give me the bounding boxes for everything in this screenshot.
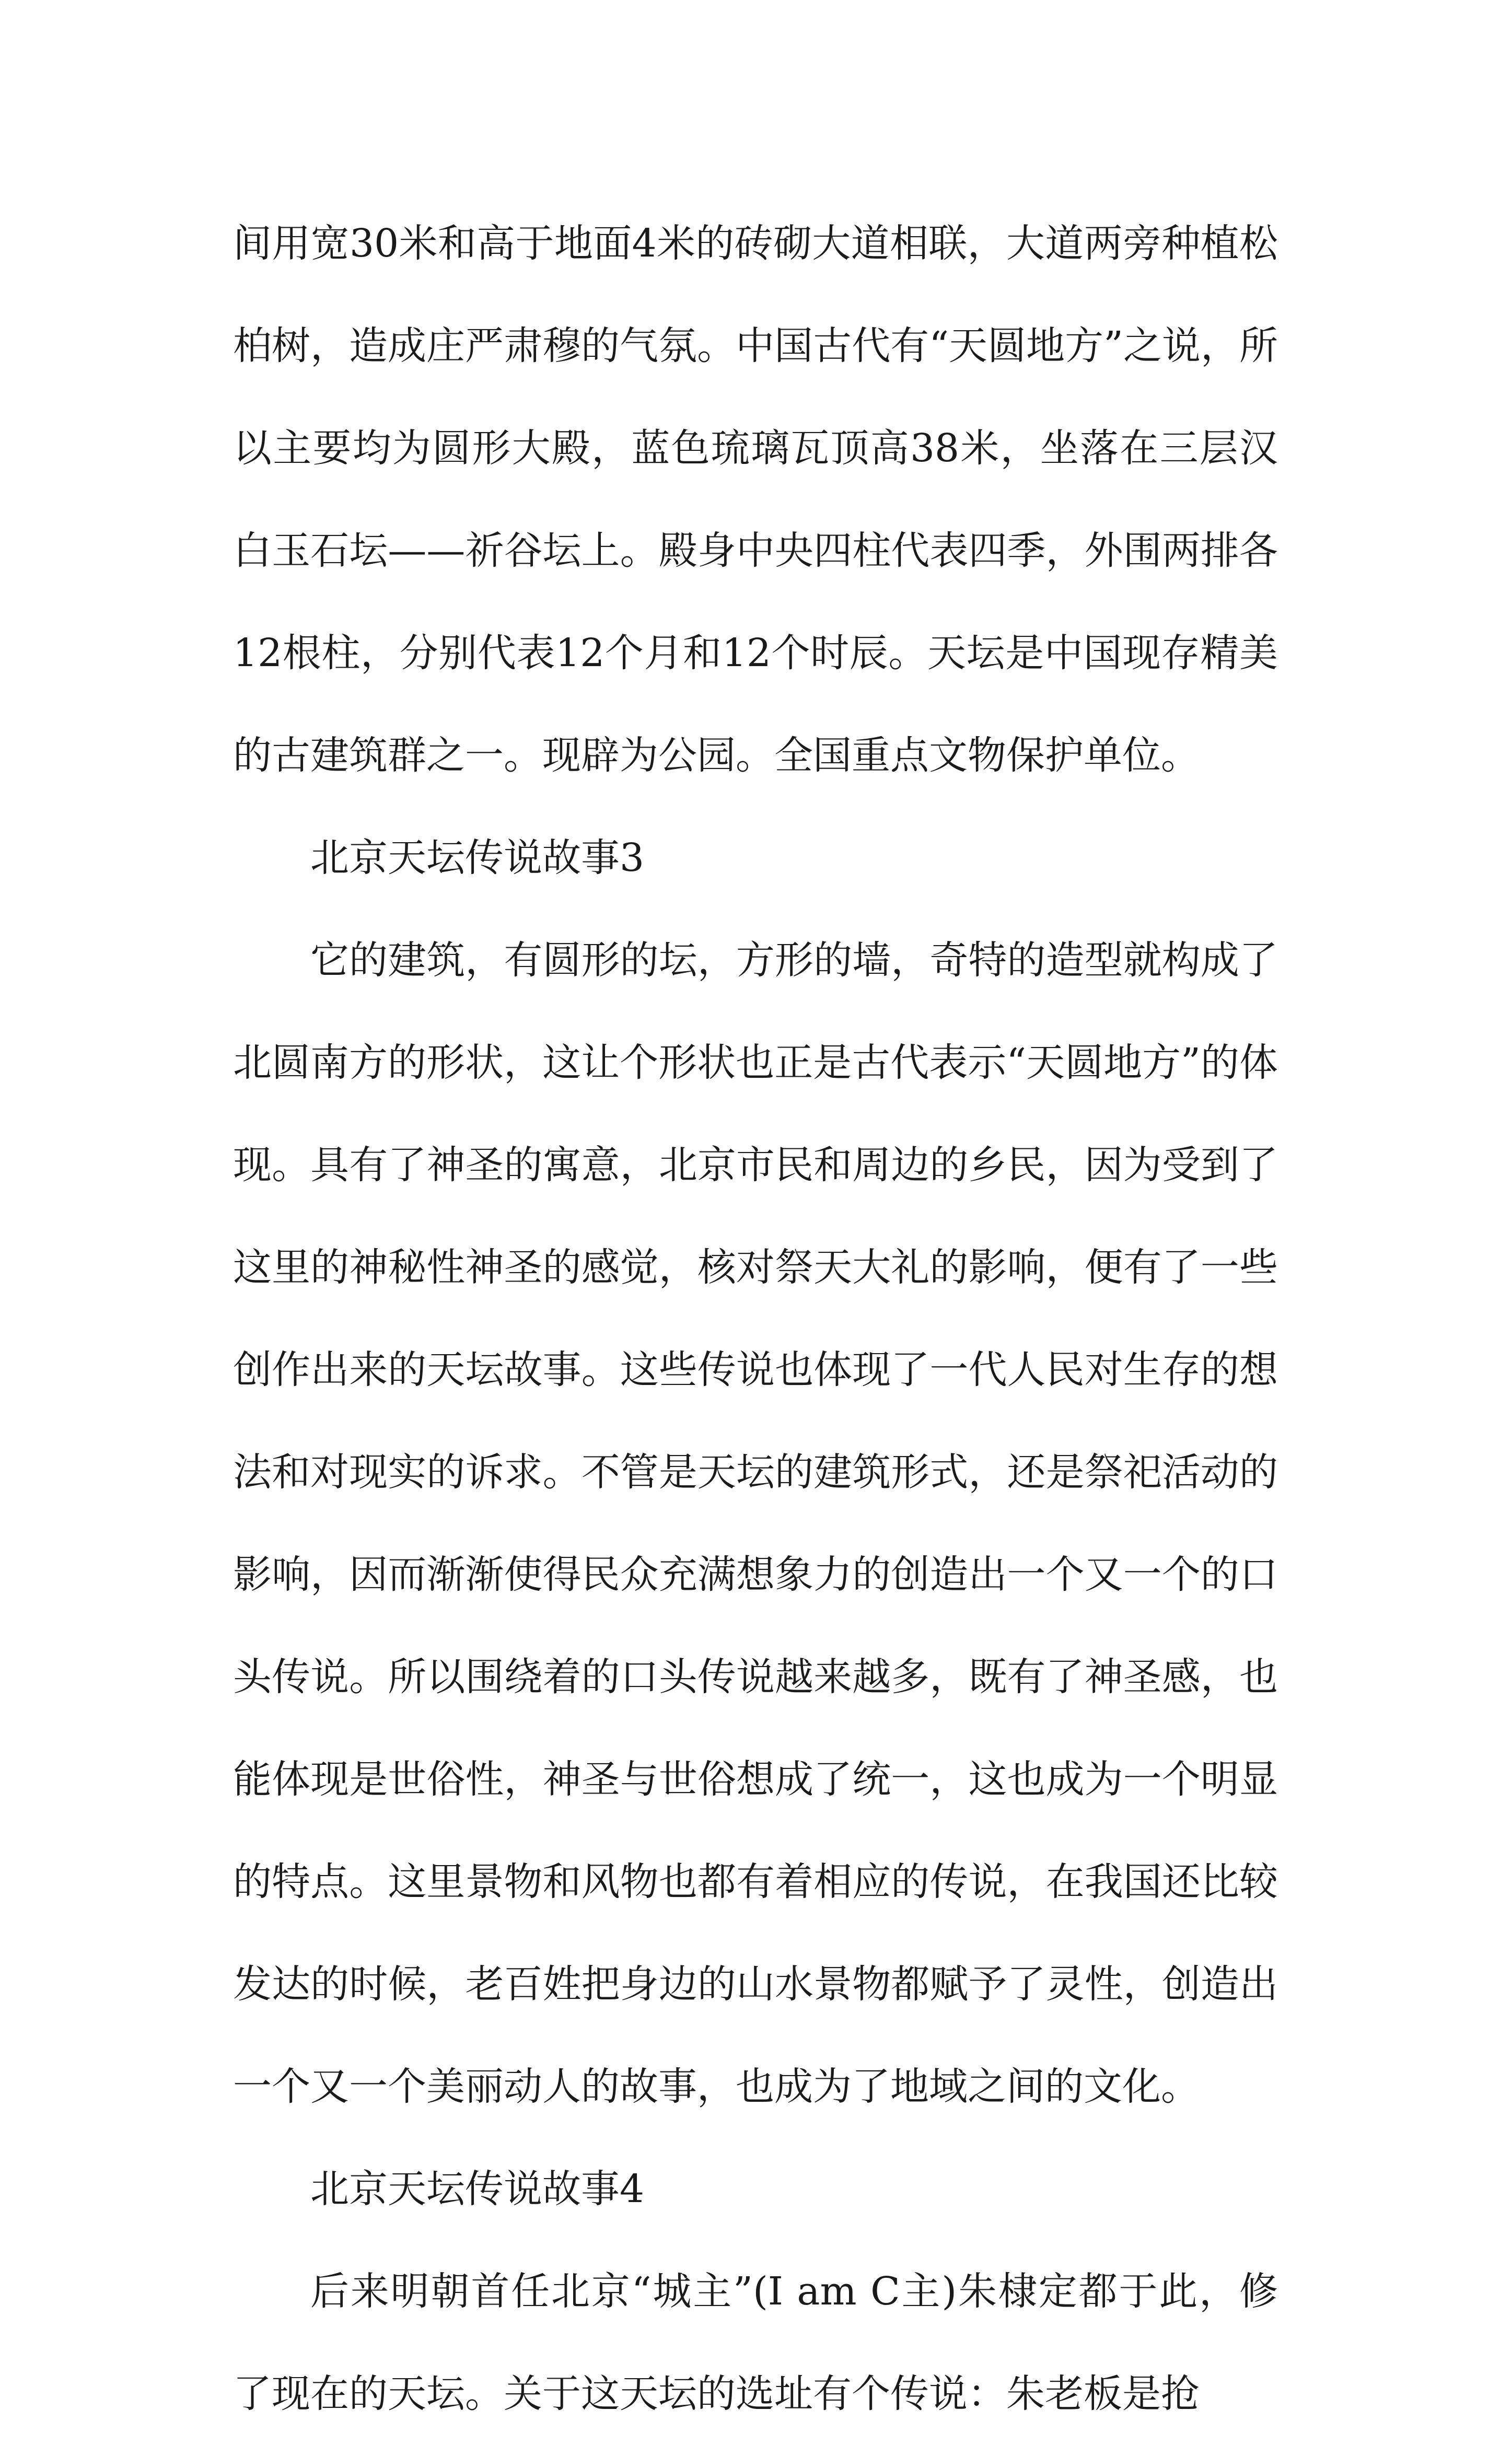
paragraph-continued: 间用宽30米和高于地面4米的砖砌大道相联，大道两旁种植松柏树，造成庄严肃穆的气氛。中国古代有“天圆地方”之说，所以主要均为圆形大殿，蓝色琉璃瓦顶高38米，坐落在三层汉白玉石坛——祈谷坛上。殿身中央四柱代表四季，外围两排各12根柱，分别代表12个月和12个时辰。天坛是中国现存精美的古建筑群之一。现辟为公园。全国重点文物保护单位。 — [233, 221, 1278, 778]
paragraph-story-3: 它的建筑，有圆形的坛，方形的墙，奇特的造型就构成了北圆南方的形状，这让个形状也正是古代表示“天圆地方”的体现。具有了神圣的寓意，北京市民和周边的乡民，因为受到了这里的神秘性神圣的感觉，核对祭天大礼的影响，便有了一些创作出来的天坛故事。这些传说也体现了一代人民对生存的想法和对现实的诉求。不管是天坛的建筑形式，还是祭祀活动的影响，因而渐渐使得民众充满想象力的创造出一个又一个的口头传说。所以围绕着的口头传说越来越多，既有了神圣感，也能体现是世俗性，神圣与世俗想成了统一，这也成为一个明显的特点。这里景物和风物也都有着相应的传说，在我国还比较发达的时候，老百姓把身边的山水景物都赋予了灵性，创造出一个又一个美丽动人的故事，也成为了地域之间的文化。 — [233, 938, 1278, 2109]
section-heading-3: 北京天坛传说故事3 — [310, 835, 645, 880]
paragraph-story-4: 后来明朝首任北京“城主”(I am C主)朱棣定都于此，修了现在的天坛。关于这天坛的选址有个传说：朱老板是抢 — [233, 2269, 1278, 2416]
document-body — [233, 192, 1278, 2445]
section-heading-4: 北京天坛传说故事4 — [310, 2167, 645, 2211]
